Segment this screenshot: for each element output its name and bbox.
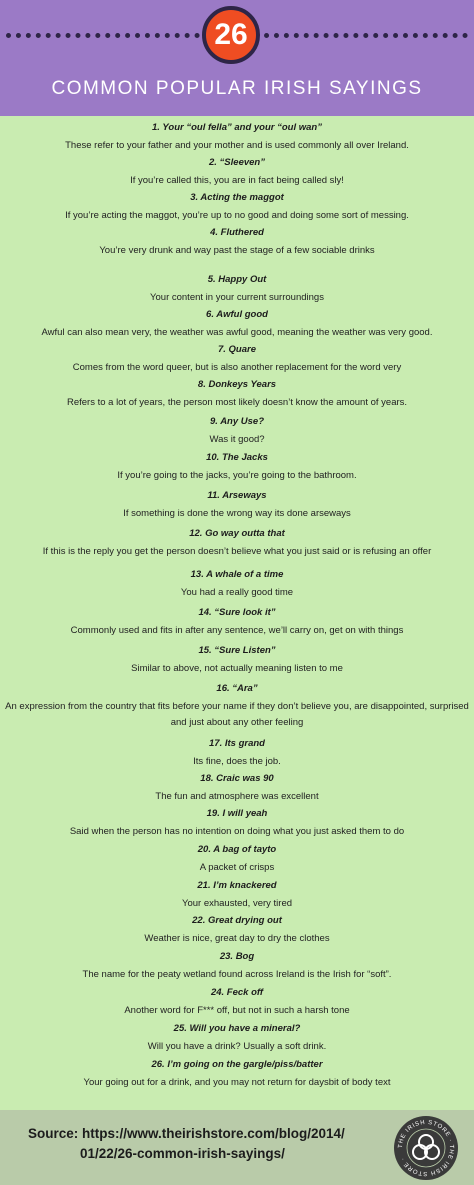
page-title: COMMON POPULAR IRISH SAYINGS [51, 78, 423, 99]
header-banner [0, 0, 474, 116]
saying-description-15: Similar to above, not actually meaning listen to me [131, 663, 343, 674]
saying-description-25: Will you have a drink? Usually a soft drink. [147, 1041, 327, 1052]
saying-description-21: Your exhausted, very tired [181, 898, 293, 909]
source-line-2: 01/22/26-common-irish-sayings/ [80, 1146, 285, 1161]
saying-title-11: 11. Arseways [207, 490, 267, 501]
logo-text: THE IRISH STORE · THE IRISH STORE · [397, 1119, 455, 1177]
saying-title-16: 16. “Ara” [216, 683, 258, 694]
saying-description-14: Commonly used and fits in after any sentence, we’ll carry on, get on with things [70, 625, 404, 636]
saying-title-23: 23. Bog [219, 951, 255, 962]
saying-title-5: 5. Happy Out [207, 274, 267, 285]
saying-description-1: These refer to your father and your mother and is used commonly all over Ireland. [65, 140, 409, 151]
irish-store-logo-icon [393, 1115, 459, 1181]
saying-description-3: If you’re acting the maggot, you’re up to no good and doing some sort of messing. [65, 210, 409, 221]
saying-description-5: Your content in your current surroundings [150, 292, 324, 303]
saying-description-13: You had a really good time [180, 587, 294, 598]
saying-description-4: You’re very drunk and way past the stage of a few sociable drinks [99, 245, 375, 256]
source-citation [28, 1124, 345, 1164]
saying-title-26: 26. I’m going on the gargle/piss/batter [151, 1059, 323, 1070]
number-badge [202, 6, 260, 64]
saying-description-6: Awful can also mean very, the weather was awful good, meaning the weather was very good. [41, 327, 433, 338]
saying-description-22: Weather is nice, great day to dry the clothes [144, 933, 330, 944]
saying-title-20: 20. A bag of tayto [197, 844, 277, 855]
sayings-list [0, 116, 474, 1110]
saying-description-12: If this is the reply you get the person doesn’t believe what you just said or is refusing an offer [42, 546, 432, 557]
saying-title-17: 17. Its grand [209, 738, 265, 749]
saying-title-6: 6. Awful good [206, 309, 268, 320]
saying-title-24: 24. Feck off [210, 987, 264, 998]
saying-title-10: 10. The Jacks [206, 452, 268, 463]
saying-title-3: 3. Acting the maggot [190, 192, 284, 203]
saying-description-24: Another word for F*** off, but not in such a harsh tone [124, 1005, 350, 1016]
saying-title-8: 8. Donkeys Years [197, 379, 277, 390]
saying-title-9: 9. Any Use? [209, 416, 265, 427]
saying-title-13: 13. A whale of a time [190, 569, 284, 580]
footer [0, 1110, 474, 1185]
saying-title-25: 25. Will you have a mineral? [173, 1023, 301, 1034]
saying-title-1: 1. Your “oul fella” and your “oul wan” [152, 122, 322, 133]
saying-title-15: 15. “Sure Listen” [198, 645, 276, 656]
saying-description-9: Was it good? [209, 434, 265, 445]
saying-title-21: 21. I’m knackered [197, 880, 277, 891]
saying-title-4: 4. Fluthered [210, 227, 264, 238]
saying-description-16: An expression from the country that fits before your name if they don’t believe you, are disappointed, surprised and just about any other feeling [5, 701, 469, 728]
saying-title-12: 12. Go way outta that [189, 528, 285, 539]
badge-number: 26 [214, 18, 248, 51]
saying-description-10: If you’re going to the jacks, you’re going to the bathroom. [117, 470, 357, 481]
saying-title-14: 14. “Sure look it” [198, 607, 276, 618]
saying-description-7: Comes from the word queer, but is also another replacement for the word very [72, 362, 402, 373]
saying-title-7: 7. Quare [217, 344, 257, 355]
saying-description-18: The fun and atmosphere was excellent [155, 791, 319, 802]
saying-description-17: Its fine, does the job. [193, 756, 281, 767]
saying-description-8: Refers to a lot of years, the person most likely doesn’t know the amount of years. [66, 397, 408, 408]
saying-description-11: If something is done the wrong way its done arseways [123, 508, 351, 519]
saying-description-2: If you’re called this, you are in fact being called sly! [130, 175, 344, 186]
saying-title-19: 19. I will yeah [206, 808, 268, 819]
saying-title-22: 22. Great drying out [192, 915, 282, 926]
saying-description-19: Said when the person has no intention on doing what you just asked them to do [69, 826, 405, 837]
saying-title-18: 18. Craic was 90 [200, 773, 274, 784]
saying-description-26: Your going out for a drink, and you may not return for daysbit of body text [83, 1077, 391, 1088]
saying-description-23: The name for the peaty wetland found across Ireland is the Irish for “soft”. [82, 969, 392, 980]
source-line-1: Source: https://www.theirishstore.com/blog/2014/ [28, 1126, 345, 1141]
saying-title-2: 2. “Sleeven” [209, 157, 265, 168]
saying-description-20: A packet of crisps [199, 862, 275, 873]
